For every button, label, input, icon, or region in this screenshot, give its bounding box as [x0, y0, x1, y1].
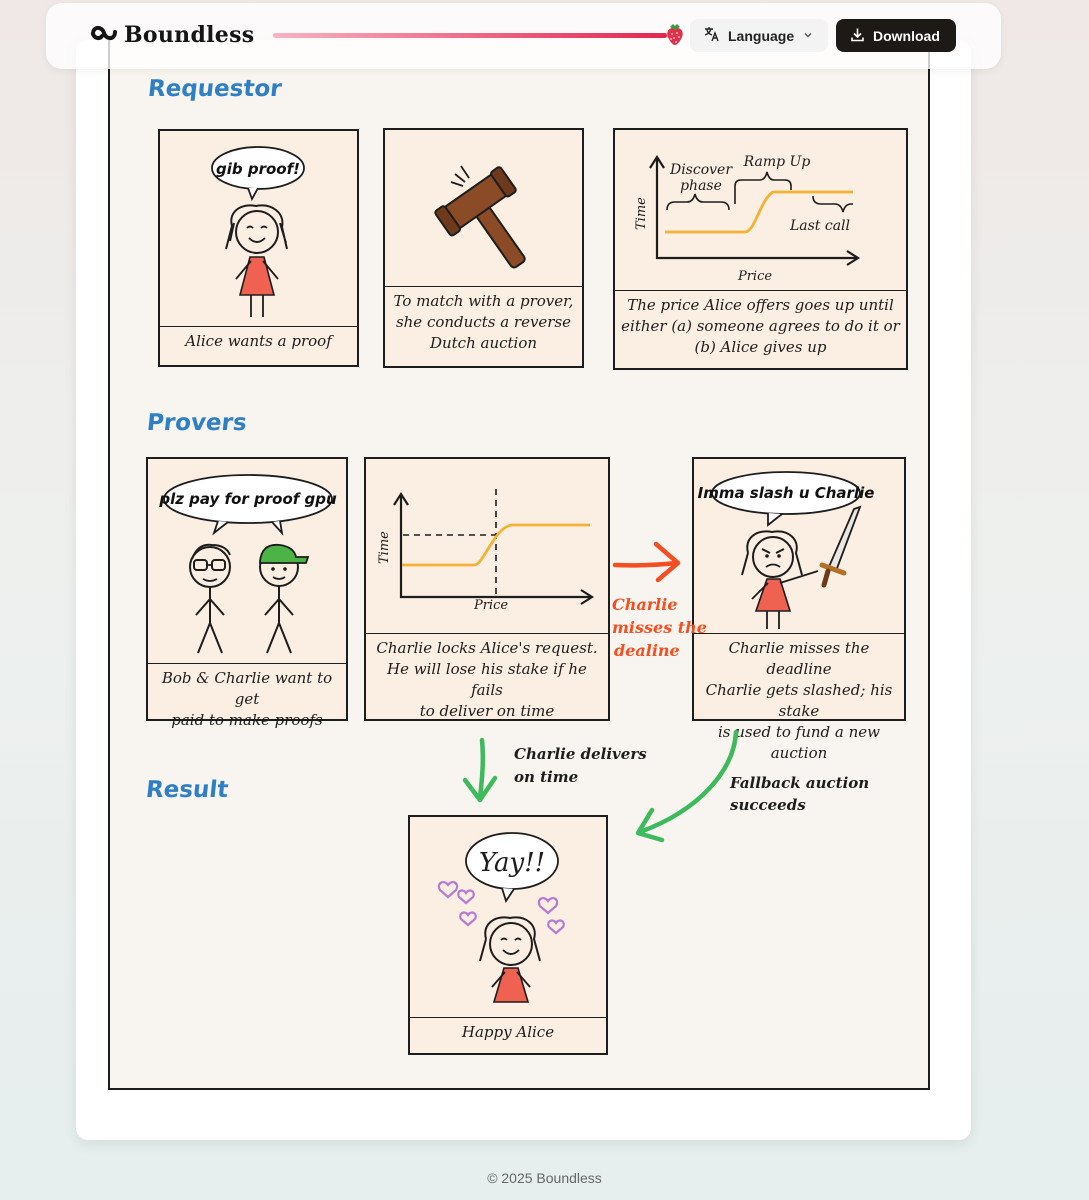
- delivers-label-line1: Charlie delivers: [514, 745, 647, 763]
- download-label: Download: [873, 27, 940, 44]
- slash-caption: Charlie misses the deadline Charlie gets slashed; his stake is used to fund a new auction: [694, 633, 904, 719]
- happy-caption: Happy Alice: [410, 1017, 606, 1053]
- brand-logo[interactable]: [90, 22, 254, 48]
- translate-icon: [704, 26, 720, 45]
- section-title-result: Result: [144, 777, 230, 803]
- misses-label-line1: Charlie: [612, 595, 678, 614]
- brand-name: Boundless: [124, 22, 255, 48]
- reading-progress-fill: [273, 33, 667, 38]
- fallback-label-line2: succeeds: [730, 796, 806, 814]
- red-arrow-icon: [615, 544, 678, 580]
- boundless-logo-icon: [90, 23, 118, 48]
- download-icon: [850, 27, 865, 45]
- green-arrow-down-icon: [465, 740, 495, 800]
- reading-progress-bar: [273, 33, 675, 38]
- strawberry-icon: [664, 22, 686, 51]
- section-title-provers: Provers: [145, 410, 249, 436]
- discover-label: Discover: [669, 162, 733, 178]
- phase-label: phase: [680, 178, 722, 194]
- fallback-label-line1: Fallback auction: [730, 774, 870, 792]
- misses-label-line2: misses the: [612, 618, 707, 637]
- language-label: Language: [728, 27, 795, 44]
- green-arrow-curved-icon: [638, 732, 736, 840]
- lock-caption: Charlie locks Alice's request. He will lose his stake if he fails to deliver on time: [366, 633, 608, 719]
- download-button[interactable]: [836, 19, 956, 52]
- delivers-label-line2: on time: [514, 768, 579, 786]
- auction-caption: The price Alice offers goes up until either (a) someone agrees to do it or (b) Alice gives up: [615, 290, 906, 368]
- alice-caption: Alice wants a proof: [160, 326, 357, 365]
- provers-bubble-text: plz pay for proof gpu: [159, 490, 337, 508]
- lock-y-axis-label: Time: [377, 531, 392, 564]
- flow-arrows: [110, 40, 930, 1090]
- section-title-requestor: Requestor: [146, 76, 283, 102]
- gavel-caption: To match with a prover, she conducts a reverse Dutch auction: [385, 286, 582, 366]
- ramp-up-label: Ramp Up: [743, 154, 811, 170]
- auction-x-axis-label: Price: [737, 269, 773, 284]
- alice-bubble-text: gib proof!: [216, 160, 300, 178]
- comic-illustration: [108, 40, 930, 1090]
- footer-copyright: © 2025 Boundless: [487, 1170, 602, 1186]
- slash-bubble-text: Imma slash u Charlie: [697, 484, 875, 502]
- language-selector[interactable]: [690, 19, 828, 52]
- chevron-down-icon: [802, 28, 814, 44]
- lock-x-axis-label: Price: [473, 598, 509, 613]
- provers-caption: Bob & Charlie want to get paid to make proofs: [148, 663, 346, 719]
- auction-y-axis-label: Time: [634, 197, 649, 230]
- yay-bubble-text: Yay!!: [478, 848, 546, 878]
- last-call-label: Last call: [789, 218, 851, 234]
- misses-label-line3: dealine: [614, 641, 680, 660]
